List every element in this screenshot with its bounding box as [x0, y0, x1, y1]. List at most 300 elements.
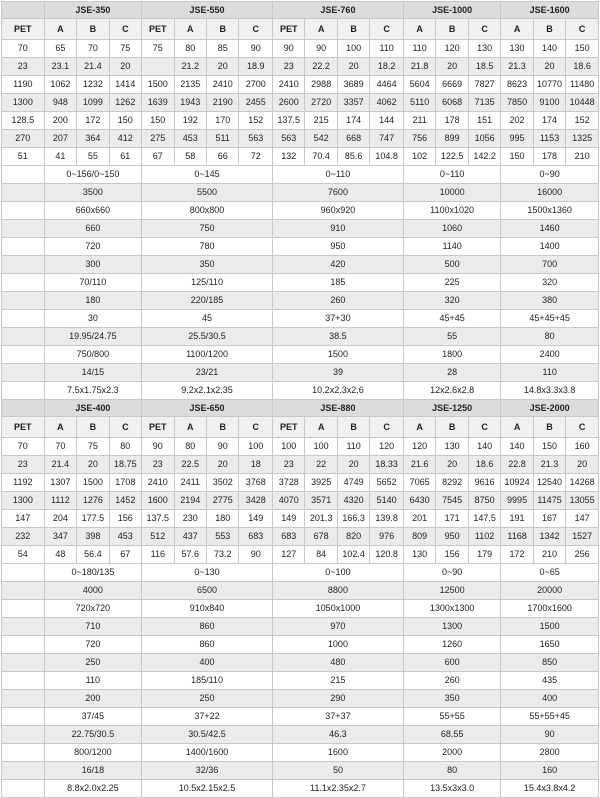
table-cell: 100	[337, 40, 369, 58]
table-cell: 149	[239, 510, 273, 528]
spec-cell: 850	[501, 654, 599, 672]
table-cell: 4062	[370, 94, 404, 112]
table-cell: 809	[403, 528, 435, 546]
table-cell: 100	[305, 438, 337, 456]
spec-label-cell	[2, 274, 45, 292]
table-row	[2, 76, 599, 94]
table-cell: 172	[77, 112, 109, 130]
table-cell: 3571	[305, 492, 337, 510]
table-cell: 100	[239, 438, 273, 456]
table-cell: 512	[142, 528, 174, 546]
spec-cell: 200	[44, 690, 141, 708]
table-row	[2, 546, 599, 564]
table-cell: 3925	[305, 474, 337, 492]
spec-cell: 720x720	[44, 600, 141, 618]
table-cell: 10448	[566, 94, 599, 112]
table-cell: 20	[207, 456, 239, 474]
table-cell: 102.4	[337, 546, 369, 564]
spec-cell: 0~90	[501, 166, 599, 184]
table-cell: 90	[239, 40, 273, 58]
table-cell: 204	[44, 510, 76, 528]
table-cell: 2194	[174, 492, 206, 510]
table-cell: 1307	[44, 474, 76, 492]
table-cell: 210	[566, 148, 599, 166]
spec-label-cell	[2, 382, 45, 400]
table-cell: 150	[109, 112, 142, 130]
table-cell: 150	[501, 148, 533, 166]
spec-cell: 28	[403, 364, 500, 382]
model-header: JSE-880	[272, 400, 403, 417]
table-cell: 139.8	[370, 510, 404, 528]
table-cell: 2775	[207, 492, 239, 510]
table-cell: 178	[436, 112, 468, 130]
model-header: JSE-400	[44, 400, 141, 417]
table-cell: 8623	[501, 76, 533, 94]
table-cell: 3357	[337, 94, 369, 112]
table-cell: 18	[239, 456, 273, 474]
spec-table	[1, 1, 599, 798]
spec-cell: 125/110	[142, 274, 273, 292]
spec-cell: 1050x1000	[272, 600, 403, 618]
table-cell: 127	[272, 546, 304, 564]
table-cell: 437	[174, 528, 206, 546]
spec-cell: 16/18	[44, 762, 141, 780]
spec-cell: 46.3	[272, 726, 403, 744]
table-row	[2, 94, 599, 112]
spec-cell: 80	[501, 328, 599, 346]
model-header: JSE-650	[142, 400, 273, 417]
column-subheader: C	[109, 19, 142, 40]
table-cell: 110	[337, 438, 369, 456]
column-subheader: C	[370, 19, 404, 40]
table-cell: 20	[77, 456, 109, 474]
table-cell: 7135	[468, 94, 500, 112]
spec-cell: 1400/1600	[142, 744, 273, 762]
table-cell: 7545	[436, 492, 468, 510]
spec-cell: 600	[403, 654, 500, 672]
spec-label-cell	[2, 364, 45, 382]
table-cell: 542	[305, 130, 337, 148]
table-cell: 85.6	[337, 148, 369, 166]
spec-cell: 0~156/0~150	[44, 166, 141, 184]
table-cell: 61	[109, 148, 142, 166]
spec-cell: 420	[272, 256, 403, 274]
table-cell: 13055	[566, 492, 599, 510]
spec-row	[2, 690, 599, 708]
table-cell: 150	[142, 112, 174, 130]
table-cell: 80	[174, 438, 206, 456]
table-cell: 1192	[2, 474, 45, 492]
table-cell: 1500	[142, 76, 174, 94]
table-cell: 41	[44, 148, 76, 166]
table-cell: 1276	[77, 492, 109, 510]
table-cell: 232	[2, 528, 45, 546]
table-cell: 2988	[305, 76, 337, 94]
table-cell: 149	[272, 510, 304, 528]
table-cell: 110	[403, 40, 435, 58]
spec-cell: 70/110	[44, 274, 141, 292]
table-cell: 5110	[403, 94, 435, 112]
column-subheader: B	[337, 19, 369, 40]
table-cell: 21.8	[403, 58, 435, 76]
spec-row	[2, 310, 599, 328]
spec-row	[2, 762, 599, 780]
table-cell: 21.3	[533, 456, 565, 474]
table-cell: 6430	[403, 492, 435, 510]
spec-row	[2, 618, 599, 636]
table-cell: 5140	[370, 492, 404, 510]
table-cell: 553	[207, 528, 239, 546]
spec-row	[2, 780, 599, 798]
table-cell: 2410	[272, 76, 304, 94]
spec-label-cell	[2, 690, 45, 708]
header-corner	[2, 2, 45, 19]
column-subheader: B	[533, 19, 565, 40]
table-cell: 80	[174, 40, 206, 58]
table-cell: 21.3	[501, 58, 533, 76]
spec-row	[2, 636, 599, 654]
table-cell: 201.3	[305, 510, 337, 528]
table-cell: 174	[533, 112, 565, 130]
table-cell: 21.4	[77, 58, 109, 76]
spec-cell: 380	[501, 292, 599, 310]
bottom-subheader-row	[2, 417, 599, 438]
table-cell: 2190	[207, 94, 239, 112]
table-cell: 130	[501, 40, 533, 58]
spec-cell: 2400	[501, 346, 599, 364]
spec-label-cell	[2, 292, 45, 310]
table-cell: 21.4	[44, 456, 76, 474]
table-cell: 20	[337, 456, 369, 474]
spec-cell: 290	[272, 690, 403, 708]
spec-cell: 11.1x2.35x2.7	[272, 780, 403, 798]
table-cell: 1232	[77, 76, 109, 94]
table-cell: 51	[2, 148, 45, 166]
spec-cell: 12500	[403, 582, 500, 600]
spec-cell: 300	[44, 256, 141, 274]
spec-row	[2, 382, 599, 400]
table-cell: 2455	[239, 94, 273, 112]
table-cell: 191	[501, 510, 533, 528]
spec-row	[2, 744, 599, 762]
column-subheader: A	[501, 417, 533, 438]
table-cell: 9100	[533, 94, 565, 112]
table-cell: 23	[2, 58, 45, 76]
spec-cell: 910x840	[142, 600, 273, 618]
table-cell: 1262	[109, 94, 142, 112]
spec-cell: 720	[44, 636, 141, 654]
spec-cell: 1300	[403, 618, 500, 636]
spec-row	[2, 238, 599, 256]
table-cell: 207	[44, 130, 76, 148]
spec-label-cell	[2, 184, 45, 202]
model-header: JSE-350	[44, 2, 141, 19]
table-cell: 137.5	[142, 510, 174, 528]
table-cell: 20	[533, 58, 565, 76]
spec-cell: 5500	[142, 184, 273, 202]
column-subheader: A	[501, 19, 533, 40]
column-subheader: PET	[2, 19, 45, 40]
spec-cell: 160	[501, 762, 599, 780]
table-cell: 202	[501, 112, 533, 130]
spec-cell: 0~180/135	[44, 564, 141, 582]
spec-cell: 700	[501, 256, 599, 274]
spec-cell: 1800	[403, 346, 500, 364]
table-cell: 747	[370, 130, 404, 148]
table-cell: 166.3	[337, 510, 369, 528]
table-cell: 20	[207, 58, 239, 76]
column-subheader: B	[207, 417, 239, 438]
spec-row	[2, 600, 599, 618]
table-cell: 130	[468, 40, 500, 58]
table-cell: 11475	[533, 492, 565, 510]
table-cell: 5652	[370, 474, 404, 492]
spec-cell: 800/1200	[44, 744, 141, 762]
column-subheader: PET	[272, 417, 304, 438]
spec-cell: 0~110	[272, 166, 403, 184]
table-cell: 18.6	[566, 58, 599, 76]
spec-cell: 750/800	[44, 346, 141, 364]
table-cell: 2410	[142, 474, 174, 492]
table-cell: 120	[403, 438, 435, 456]
table-cell: 192	[174, 112, 206, 130]
table-cell: 18.2	[370, 58, 404, 76]
spec-label-cell	[2, 672, 45, 690]
table-row	[2, 456, 599, 474]
table-cell: 128.5	[2, 112, 45, 130]
table-cell: 120.8	[370, 546, 404, 564]
spec-label-cell	[2, 220, 45, 238]
table-row	[2, 528, 599, 546]
table-cell: 23	[2, 456, 45, 474]
table-cell: 1112	[44, 492, 76, 510]
table-cell: 8292	[436, 474, 468, 492]
table-cell: 142.2	[468, 148, 500, 166]
table-cell: 563	[239, 130, 273, 148]
table-cell: 820	[337, 528, 369, 546]
table-cell: 14268	[566, 474, 599, 492]
spec-cell: 260	[403, 672, 500, 690]
table-cell: 67	[109, 546, 142, 564]
spec-row	[2, 726, 599, 744]
spec-label-cell	[2, 256, 45, 274]
column-subheader: C	[566, 19, 599, 40]
spec-cell: 12x2.6x2.8	[403, 382, 500, 400]
table-cell: 412	[109, 130, 142, 148]
table-cell: 3728	[272, 474, 304, 492]
table-cell: 3502	[207, 474, 239, 492]
table-cell: 1325	[566, 130, 599, 148]
spec-label-cell	[2, 582, 45, 600]
spec-cell: 1300x1300	[403, 600, 500, 618]
spec-cell: 16000	[501, 184, 599, 202]
table-cell	[142, 58, 174, 76]
spec-cell: 37/45	[44, 708, 141, 726]
spec-cell: 20000	[501, 582, 599, 600]
table-cell: 156	[109, 510, 142, 528]
spec-cell: 1500	[501, 618, 599, 636]
spec-row	[2, 292, 599, 310]
spec-cell: 780	[142, 238, 273, 256]
spec-cell: 37+22	[142, 708, 273, 726]
table-cell: 73.2	[207, 546, 239, 564]
table-cell: 104.8	[370, 148, 404, 166]
spec-cell: 7.5x1.75x2.3	[44, 382, 141, 400]
spec-cell: 910	[272, 220, 403, 238]
spec-cell: 750	[142, 220, 273, 238]
table-cell: 511	[207, 130, 239, 148]
table-row	[2, 58, 599, 76]
table-cell: 8750	[468, 492, 500, 510]
spec-row	[2, 256, 599, 274]
table-cell: 20	[436, 456, 468, 474]
table-cell: 177.5	[77, 510, 109, 528]
table-cell: 140	[533, 40, 565, 58]
table-cell: 70	[44, 438, 76, 456]
table-cell: 948	[44, 94, 76, 112]
table-cell: 563	[272, 130, 304, 148]
spec-cell: 1700x1600	[501, 600, 599, 618]
spec-cell: 9.2x2.1x2.35	[142, 382, 273, 400]
table-cell: 683	[272, 528, 304, 546]
table-cell: 211	[403, 112, 435, 130]
column-subheader: A	[305, 19, 337, 40]
table-cell: 75	[77, 438, 109, 456]
table-cell: 65	[44, 40, 76, 58]
table-cell: 56.4	[77, 546, 109, 564]
table-cell: 20	[436, 58, 468, 76]
top-model-header-row	[2, 2, 599, 19]
spec-cell: 0~100	[272, 564, 403, 582]
table-row	[2, 438, 599, 456]
spec-cell: 185	[272, 274, 403, 292]
spec-cell: 1500	[272, 346, 403, 364]
spec-table-body	[2, 2, 599, 798]
column-subheader: B	[77, 417, 109, 438]
table-row	[2, 130, 599, 148]
spec-cell: 320	[501, 274, 599, 292]
table-cell: 1300	[2, 94, 45, 112]
table-cell: 22.5	[174, 456, 206, 474]
table-cell: 171	[436, 510, 468, 528]
spec-cell: 250	[44, 654, 141, 672]
table-cell: 364	[77, 130, 109, 148]
spec-row	[2, 654, 599, 672]
table-cell: 180	[207, 510, 239, 528]
spec-cell: 720	[44, 238, 141, 256]
table-cell: 140	[468, 438, 500, 456]
spec-cell: 0~90	[403, 564, 500, 582]
table-cell: 140	[501, 438, 533, 456]
table-cell: 18.5	[468, 58, 500, 76]
table-cell: 72	[239, 148, 273, 166]
table-cell: 4749	[337, 474, 369, 492]
spec-label-cell	[2, 726, 45, 744]
table-cell: 3689	[337, 76, 369, 94]
table-cell: 75	[109, 40, 142, 58]
column-subheader: C	[468, 417, 500, 438]
spec-cell: 45	[142, 310, 273, 328]
column-subheader: C	[109, 417, 142, 438]
table-cell: 3428	[239, 492, 273, 510]
spec-cell: 350	[142, 256, 273, 274]
spec-cell: 860	[142, 636, 273, 654]
table-cell: 170	[207, 112, 239, 130]
spec-cell: 50	[272, 762, 403, 780]
table-cell: 130	[436, 438, 468, 456]
table-cell: 1062	[44, 76, 76, 94]
spec-cell: 19.95/24.75	[44, 328, 141, 346]
model-header: JSE-2000	[501, 400, 599, 417]
table-cell: 11480	[566, 76, 599, 94]
table-cell: 137.5	[272, 112, 304, 130]
spec-label-cell	[2, 238, 45, 256]
table-cell: 1190	[2, 76, 45, 94]
spec-row	[2, 346, 599, 364]
spec-cell: 960x920	[272, 202, 403, 220]
table-cell: 150	[566, 40, 599, 58]
spec-row	[2, 274, 599, 292]
table-cell: 48	[44, 546, 76, 564]
column-subheader: A	[174, 19, 206, 40]
column-subheader: PET	[142, 19, 174, 40]
spec-cell: 1100x1020	[403, 202, 500, 220]
spec-row	[2, 564, 599, 582]
table-cell: 7827	[468, 76, 500, 94]
table-cell: 70.4	[305, 148, 337, 166]
table-row	[2, 492, 599, 510]
spec-cell: 23/21	[142, 364, 273, 382]
spec-label-cell	[2, 654, 45, 672]
spec-row	[2, 220, 599, 238]
table-cell: 1452	[109, 492, 142, 510]
spec-label-cell	[2, 618, 45, 636]
spec-cell: 10.5x2.15x2.5	[142, 780, 273, 798]
spec-label-cell	[2, 346, 45, 364]
spec-cell: 4000	[44, 582, 141, 600]
spec-cell: 13.5x3x3.0	[403, 780, 500, 798]
table-cell: 275	[142, 130, 174, 148]
table-cell: 1943	[174, 94, 206, 112]
table-cell: 1153	[533, 130, 565, 148]
spec-cell: 10.2x2.3x2.6	[272, 382, 403, 400]
table-cell: 899	[436, 130, 468, 148]
spec-cell: 25.5/30.5	[142, 328, 273, 346]
table-cell: 20	[566, 456, 599, 474]
spec-cell: 68.55	[403, 726, 500, 744]
column-subheader: C	[468, 19, 500, 40]
table-cell: 2135	[174, 76, 206, 94]
table-cell: 22.2	[305, 58, 337, 76]
spec-cell: 1060	[403, 220, 500, 238]
table-cell: 230	[174, 510, 206, 528]
spec-cell: 660x660	[44, 202, 141, 220]
spec-cell: 14/15	[44, 364, 141, 382]
table-cell: 75	[142, 40, 174, 58]
table-cell: 9995	[501, 492, 533, 510]
table-cell: 256	[566, 546, 599, 564]
column-subheader: B	[337, 417, 369, 438]
spec-cell: 10000	[403, 184, 500, 202]
spec-row	[2, 328, 599, 346]
table-cell: 23	[272, 58, 304, 76]
table-cell: 156	[436, 546, 468, 564]
spec-cell: 1650	[501, 636, 599, 654]
spec-cell: 970	[272, 618, 403, 636]
spec-label-cell	[2, 636, 45, 654]
column-subheader: A	[44, 19, 76, 40]
table-cell: 1500	[77, 474, 109, 492]
